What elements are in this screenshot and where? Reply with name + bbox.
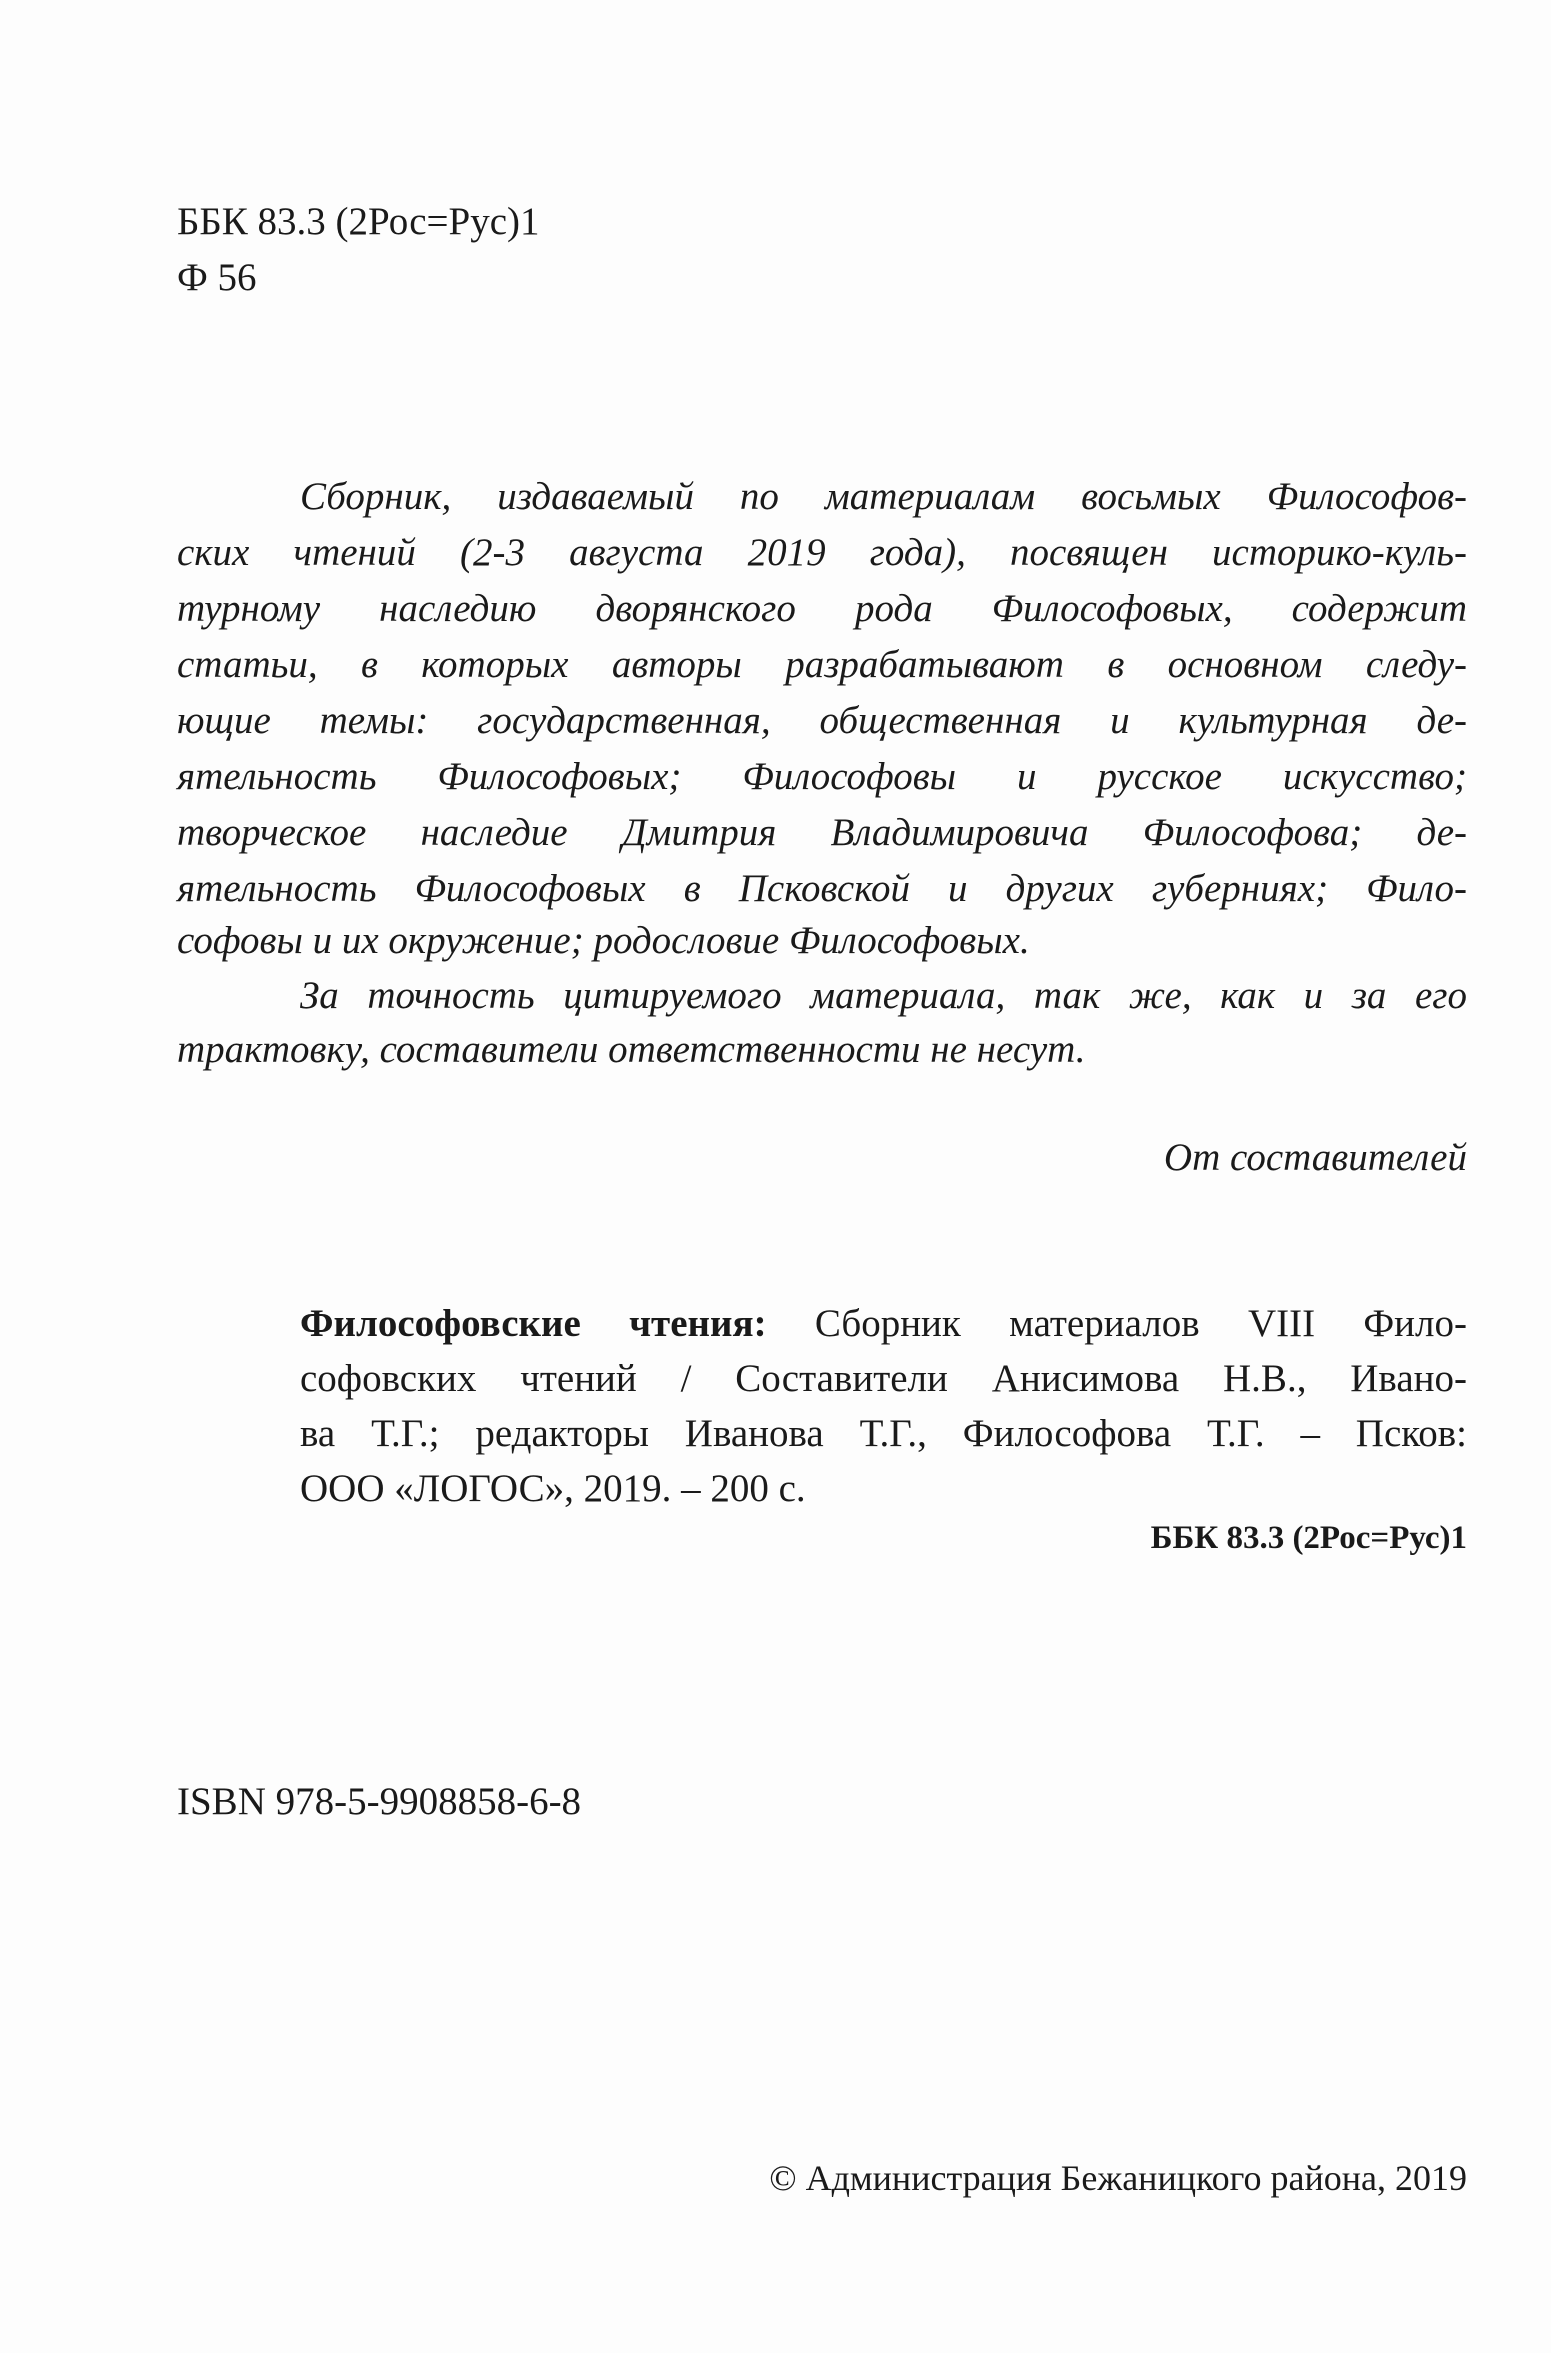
annotation-line: ятельность Философовых в Псковской и других губерниях; Фило-: [177, 867, 1467, 910]
bib-line: ООО «ЛОГОС», 2019. – 200 с.: [300, 1467, 806, 1510]
annotation-line: ющие темы: государственная, общественная и культурная де-: [177, 699, 1467, 742]
bib-line: ва Т.Г.; редакторы Иванова Т.Г., Философова Т.Г. – Псков:: [300, 1412, 1467, 1455]
annotation-line: ятельность Философовых; Философовы и русское искусство;: [177, 755, 1467, 798]
bib-line: софовских чтений / Составители Анисимова Н.В., Ивано-: [300, 1357, 1467, 1400]
annotation-line: ских чтений (2-3 августа 2019 года), посвящен историко-куль-: [177, 531, 1467, 574]
annotation-line: софовы и их окружение; родословие Философовых.: [177, 919, 1030, 962]
annotation-line: турному наследию дворянского рода Философовых, содержит: [177, 587, 1467, 630]
bbk-code: ББК 83.3 (2Рос=Рус)1: [177, 200, 540, 243]
annotation-line: творческое наследие Дмитрия Владимировича Философова; де-: [177, 811, 1467, 854]
isbn: ISBN 978-5-9908858-6-8: [177, 1780, 582, 1823]
copyright: © Администрация Бежаницкого района, 2019: [769, 2158, 1467, 2198]
annotation-line: Сборник, издаваемый по материалам восьмых Философов-: [300, 475, 1467, 518]
annotation-line: статьи, в которых авторы разрабатывают в основном следу-: [177, 643, 1467, 686]
disclaimer-line: За точность цитируемого материала, так же, как и за его: [300, 974, 1467, 1017]
compilers-signature: От составителей: [1163, 1136, 1467, 1179]
author-mark: Ф 56: [177, 256, 257, 299]
bib-line-rest: Сборник материалов VIII Фило-: [814, 1302, 1467, 1345]
bib-line: [300, 1300, 1467, 1348]
disclaimer-line: трактовку, составители ответственности не несут.: [177, 1028, 1086, 1071]
bib-bbk: ББК 83.3 (2Рос=Рус)1: [1150, 1520, 1467, 1556]
bib-title: Философовские чтения:: [300, 1302, 767, 1345]
